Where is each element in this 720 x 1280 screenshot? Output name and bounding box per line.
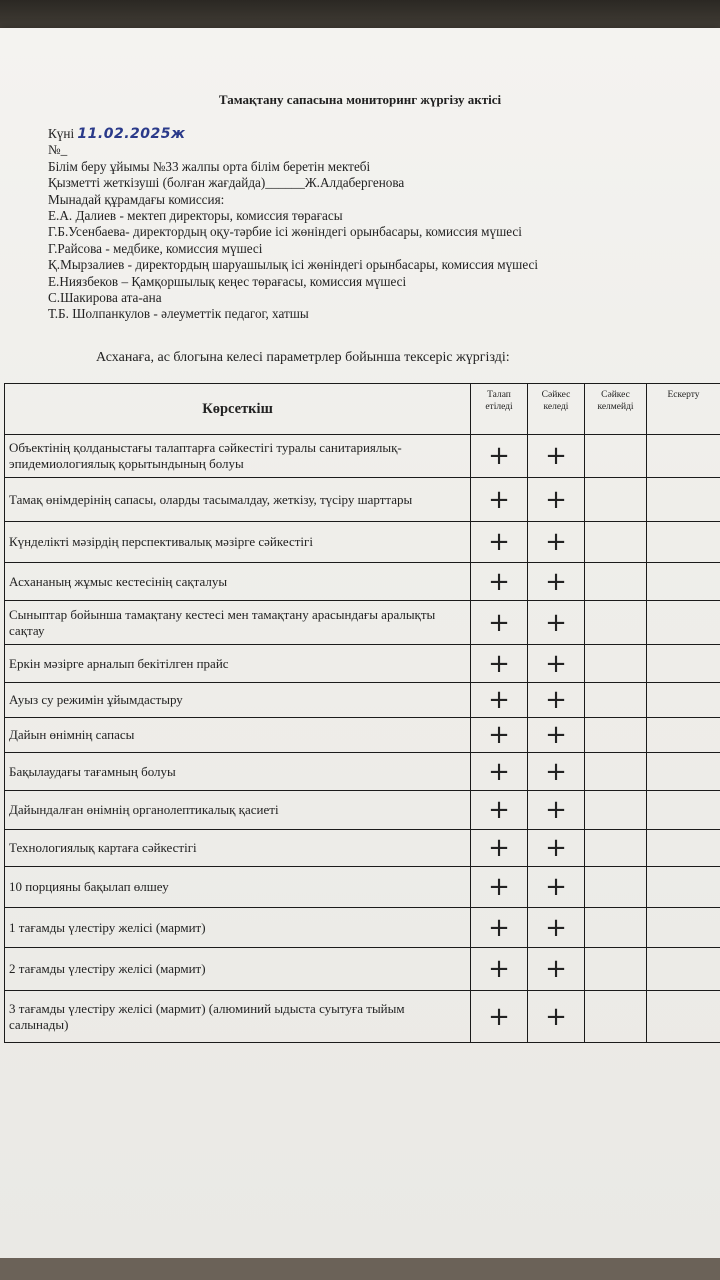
table-row (5, 830, 720, 867)
noncompliant-mark (585, 601, 647, 645)
row-indicator-label: Ауыз су режимін ұйымдастыру (5, 683, 471, 718)
note-cell (647, 601, 720, 645)
row-indicator-label: Объектінің қолданыстағы талаптарға сәйкестігі туралы санитариялық-эпидемиологиялық қорытындының болуы (5, 435, 471, 478)
inspection-intro: Асханаға, ас блогына келесі параметрлер бойынша тексеріс жүргізді: (96, 350, 510, 365)
noncompliant-mark (585, 435, 647, 478)
note-cell (647, 948, 720, 991)
compliant-mark: + (528, 478, 585, 522)
table-row (5, 718, 720, 753)
table-row (5, 522, 720, 563)
noncompliant-mark (585, 753, 647, 791)
compliant-mark: + (528, 601, 585, 645)
note-cell (647, 435, 720, 478)
header-note: Ескерту (647, 384, 720, 435)
required-mark: + (471, 683, 528, 718)
compliant-mark: + (528, 522, 585, 563)
required-mark: + (471, 601, 528, 645)
date-label: Күні (48, 126, 75, 141)
header-required: Талап етіледі (471, 384, 528, 435)
row-indicator-label: 1 тағамды үлестіру желісі (мармит) (5, 908, 471, 948)
commission-member: Т.Б. Шолпанкулов - әлеуметтік педагог, хатшы (48, 306, 309, 322)
noncompliant-mark (585, 718, 647, 753)
required-mark: + (471, 791, 528, 830)
note-cell (647, 683, 720, 718)
header-compliant: Сәйкес келеді (528, 384, 585, 435)
compliant-mark: + (528, 563, 585, 601)
compliant-mark: + (528, 948, 585, 991)
table-row (5, 867, 720, 908)
document-title: Тамақтану сапасына мониторинг жүргізу актісі (218, 92, 502, 107)
compliant-mark: + (528, 908, 585, 948)
required-mark: + (471, 753, 528, 791)
organization-line: Білім беру ұйымы №33 жалпы орта білім беретін мектебі (48, 158, 371, 174)
row-indicator-label: Дайын өнімнің сапасы (5, 718, 471, 753)
noncompliant-mark (585, 522, 647, 563)
note-cell (647, 908, 720, 948)
required-mark: + (471, 830, 528, 867)
noncompliant-mark (585, 791, 647, 830)
header-indicator: Көрсеткіш (5, 384, 471, 435)
row-indicator-label: 10 порцияны бақылап өлшеу (5, 867, 471, 908)
note-cell (647, 867, 720, 908)
table-row (5, 435, 720, 478)
compliant-mark: + (528, 867, 585, 908)
compliant-mark: + (528, 645, 585, 683)
compliant-mark: + (528, 435, 585, 478)
table-row (5, 753, 720, 791)
supplier-line (48, 175, 708, 191)
row-indicator-label: 2 тағамды үлестіру желісі (мармит) (5, 948, 471, 991)
compliant-mark: + (528, 991, 585, 1043)
noncompliant-mark (585, 908, 647, 948)
supplier-name: Ж.Алдабергенова (304, 175, 405, 191)
table-row (5, 991, 720, 1043)
row-indicator-label: Технологиялық картаға сәйкестігі (5, 830, 471, 867)
commission-member: Г.Б.Усенбаева- директордың оқу-тәрбие ісі жөніндегі орынбасары, комиссия мүшесі (48, 224, 522, 240)
compliant-mark: + (528, 718, 585, 753)
table-row (5, 948, 720, 991)
required-mark: + (471, 435, 528, 478)
row-indicator-label: Тамақ өнімдерінің сапасы, оларды тасымалдау, жеткізу, түсіру шарттары (5, 478, 471, 522)
table-row (5, 601, 720, 645)
required-mark: + (471, 991, 528, 1043)
commission-heading: Мынадай құрамдағы комиссия: (48, 191, 225, 207)
commission-member: Е.Ниязбеков – Қамқоршылық кеңес төрағасы, комиссия мүшесі (48, 273, 407, 289)
background-bottom (0, 1258, 720, 1280)
supplier-label: Қызметті жеткізуші (болған жағдайда)______ (48, 175, 305, 191)
required-mark: + (471, 867, 528, 908)
note-cell (647, 645, 720, 683)
compliant-mark: + (528, 830, 585, 867)
commission-member: Е.А. Далиев - мектеп директоры, комиссия төрағасы (48, 208, 343, 224)
note-cell (647, 563, 720, 601)
noncompliant-mark (585, 991, 647, 1043)
required-mark: + (471, 908, 528, 948)
note-cell (647, 718, 720, 753)
table-row (5, 683, 720, 718)
row-indicator-label: Күнделікті мәзірдің перспективалық мәзірге сәйкестігі (5, 522, 471, 563)
table-row (5, 791, 720, 830)
note-cell (647, 753, 720, 791)
note-cell (647, 791, 720, 830)
row-indicator-label: Асхананың жұмыс кестесінің сақталуы (5, 563, 471, 601)
noncompliant-mark (585, 645, 647, 683)
required-mark: + (471, 718, 528, 753)
noncompliant-mark (585, 948, 647, 991)
required-mark: + (471, 948, 528, 991)
note-cell (647, 478, 720, 522)
required-mark: + (471, 522, 528, 563)
compliant-mark: + (528, 791, 585, 830)
document-header-info (48, 126, 708, 323)
noncompliant-mark (585, 563, 647, 601)
table-row (5, 645, 720, 683)
note-cell (647, 830, 720, 867)
date-line (48, 126, 708, 142)
table-row (5, 478, 720, 522)
note-cell (647, 522, 720, 563)
required-mark: + (471, 563, 528, 601)
row-indicator-label: 3 тағамды үлестіру желісі (мармит) (алюминий ыдыста суытуға тыйым салынады) (5, 991, 471, 1043)
row-indicator-label: Бақылаудағы тағамның болуы (5, 753, 471, 791)
commission-member: С.Шакирова ата-ана (48, 290, 162, 306)
noncompliant-mark (585, 683, 647, 718)
required-mark: + (471, 478, 528, 522)
row-indicator-label: Еркін мәзірге арналып бекітілген прайс (5, 645, 471, 683)
header-noncompliant: Сәйкес келмейді (585, 384, 647, 435)
note-cell (647, 991, 720, 1043)
row-indicator-label: Дайындалған өнімнің органолептикалық қасиеті (5, 791, 471, 830)
noncompliant-mark (585, 478, 647, 522)
compliant-mark: + (528, 683, 585, 718)
number-line: №_ (48, 142, 68, 158)
commission-member: Қ.Мырзалиев - директордың шаруашылық ісі жөніндегі орынбасары, комиссия мүшесі (48, 257, 539, 273)
date-value: 11.02.2025ж (77, 126, 186, 142)
table-row (5, 563, 720, 601)
noncompliant-mark (585, 830, 647, 867)
commission-member: Г.Райсова - медбике, комиссия мүшесі (48, 240, 263, 256)
required-mark: + (471, 645, 528, 683)
table-header-row (5, 384, 720, 435)
table-row (5, 908, 720, 948)
noncompliant-mark (585, 867, 647, 908)
row-indicator-label: Сыныптар бойынша тамақтану кестесі мен тамақтану арасындағы аралықты сақтау (5, 601, 471, 645)
inspection-table (4, 383, 720, 1043)
compliant-mark: + (528, 753, 585, 791)
